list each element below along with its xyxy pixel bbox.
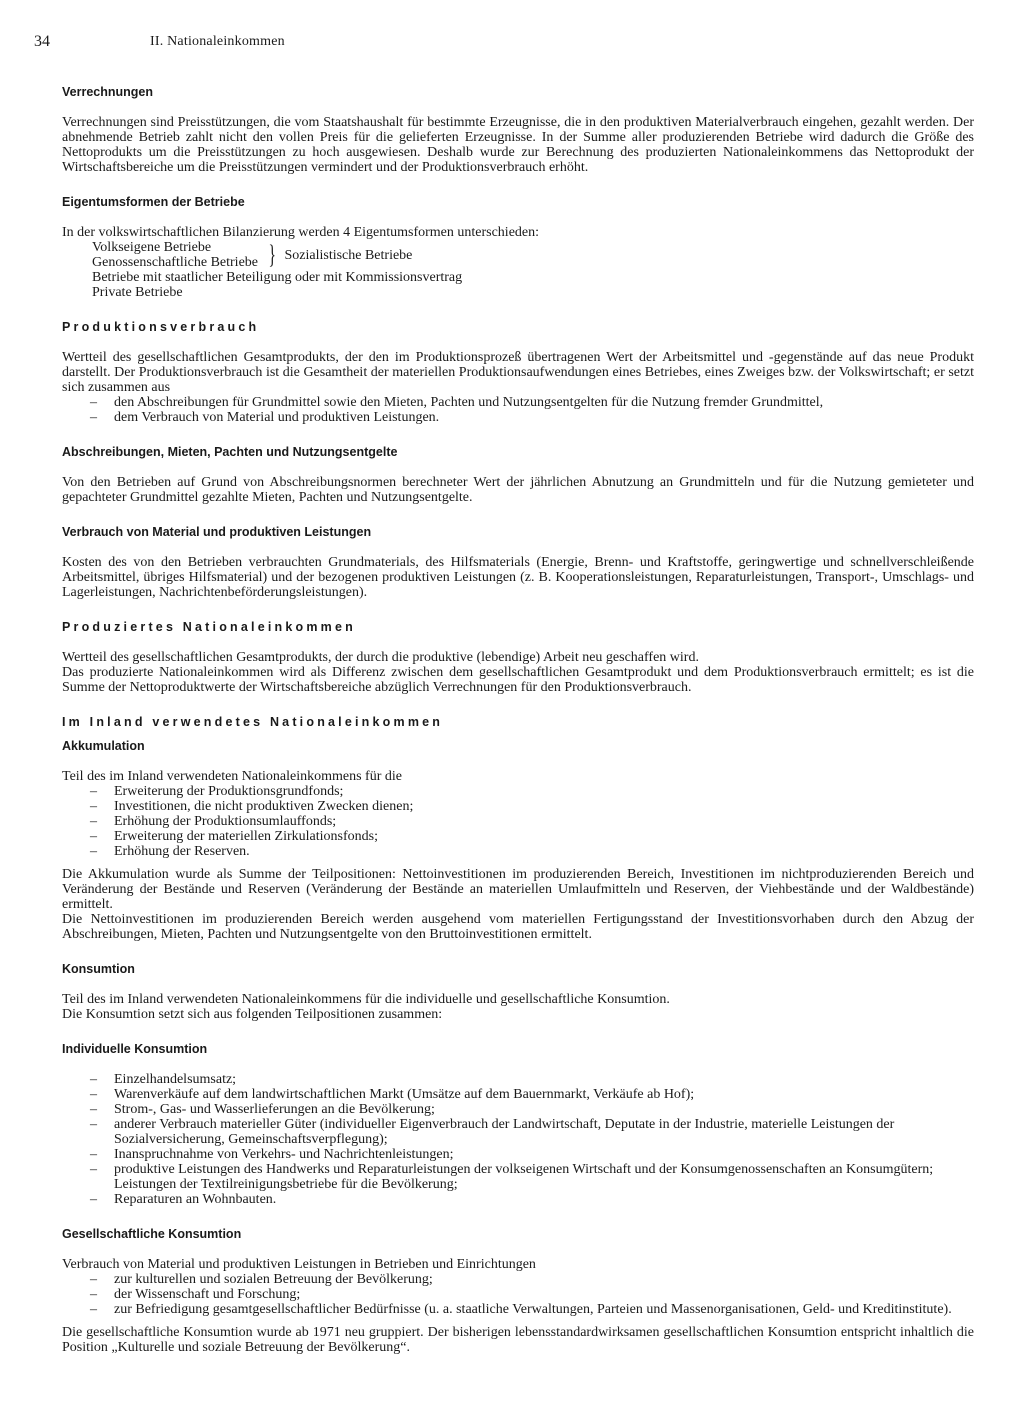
section-heading-eigentumsformen: Eigentumsformen der Betriebe xyxy=(62,195,245,209)
page-header xyxy=(34,33,974,53)
brace-label: Sozialistische Betriebe xyxy=(284,247,413,263)
subheading-konsumtion: Konsumtion xyxy=(62,962,135,976)
list-item: – Strom-, Gas- und Wasserlieferungen an die Bevölkerung; xyxy=(90,1102,974,1117)
section-heading-inland-ne: Im Inland verwendetes Nationaleinkommen xyxy=(62,715,444,729)
socialist-forms-group xyxy=(92,240,974,270)
list-item: – anderer Verbrauch materieller Güter (individueller Eigenverbrauch der Landwirtschaft, Deputate in der Industrie, materielle Leistungen der Sozialversicherung, Gemeinschaftsverpflegung); xyxy=(90,1117,974,1147)
document-page xyxy=(34,33,974,1355)
subheading-gesellschaftliche-konsumtion: Gesellschaftliche Konsumtion xyxy=(62,1227,242,1241)
paragraph-verrechnungen: Verrechnungen sind Preisstützungen, die vom Staatshaushalt für bestimmte Erzeugnisse, die in den produktiven Materialverbrauch eingehen, gezahlt werden. Der abnehmende Betrieb zahlt nicht den vollen Preis für die gelieferten Erzeugnisse. In der Summe aller produzierenden Betriebe wird dadurch die Größe des Nettoprodukts um die Preisstützungen zu hoch ausgewiesen. Deshalb wurde zur Berechnung des produzierten Nationaleinkommens das Nettoprodukt der Wirtschaftsbereiche um die Preisstützungen vermindert und der Produktionsverbrauch erhöht. xyxy=(62,115,974,175)
page-number: 34 xyxy=(34,33,50,50)
form-private: Private Betriebe xyxy=(92,285,183,300)
ownership-forms-list xyxy=(92,240,974,300)
list-item: – Erhöhung der Produktionsumlauffonds; xyxy=(90,814,974,829)
subheading-akkumulation: Akkumulation xyxy=(62,739,145,753)
list-item: – Reparaturen an Wohnbauten. xyxy=(90,1192,974,1207)
form-staatliche-beteiligung: Betriebe mit staatlicher Beteiligung oder mit Kommissionsvertrag xyxy=(92,270,463,285)
list-produktionsverbrauch xyxy=(62,395,974,425)
section-heading-abschreibungen: Abschreibungen, Mieten, Pachten und Nutzungsentgelte xyxy=(62,445,398,459)
paragraph-abschreibungen: Von den Betrieben auf Grund von Abschreibungsnormen berechneter Wert der jährlichen Abnutzung an Grundmitteln und für die Nutzung gemieteter und gepachteter Grundmittel gezahlte Mieten, Pachten und Nutzungsentgelte. xyxy=(62,475,974,505)
paragraph-gesellschaftliche-intro: Verbrauch von Material und produktiven Leistungen in Betrieben und Einrichtungen xyxy=(62,1257,536,1272)
section-heading-verbrauch-material: Verbrauch von Material und produktiven Leistungen xyxy=(62,525,372,539)
list-item: – dem Verbrauch von Material und produktiven Leistungen. xyxy=(90,410,974,425)
paragraph-verbrauch-material: Kosten des von den Betrieben verbrauchten Grundmaterials, des Hilfsmaterials (Energie, Brenn- und Kraftstoffe, geringwertige und schnellverschleißende Arbeitsmittel, übriges Hilfsmaterial) und der bezogenen produktiven Leistungen (z. B. Kooperationsleistungen, Reparaturleistungen, Transport-, Umschlags- und Lagerleistungen, Nachrichtenbeförderungsleistungen). xyxy=(62,555,974,600)
list-item: – Warenverkäufe auf dem landwirtschaftlichen Markt (Umsätze auf dem Bauernmarkt, Verkäufe ab Hof); xyxy=(90,1087,974,1102)
list-gesellschaftliche-konsumtion xyxy=(62,1272,974,1317)
form-genossenschaftliche: Genossenschaftliche Betriebe xyxy=(92,255,258,270)
form-volkseigene: Volkseigene Betriebe xyxy=(92,240,212,255)
paragraph-akkumulation-2: Die Nettoinvestitionen im produzierenden Bereich werden ausgehend vom materiellen Fertigungsstand der Investitionsvorhaben durch den Abzug der Abschreibungen, Mieten, Pachten und Nutzungsentgelte von den Bruttoinvestitionen ermittelt. xyxy=(62,912,974,942)
subheading-individuelle-konsumtion: Individuelle Konsumtion xyxy=(62,1042,208,1056)
list-item: – Investitionen, die nicht produktiven Zwecken dienen; xyxy=(90,799,974,814)
paragraph-produziertes-ne-1: Wertteil des gesellschaftlichen Gesamtprodukts, der durch die produktive (lebendige) Arbeit neu geschaffen wird. xyxy=(62,650,699,665)
paragraph-akkumulation-1: Die Akkumulation wurde als Summe der Teilpositionen: Nettoinvestitionen im produzierenden Bereich, Investitionen im nichtproduzierenden Bereich und Veränderung der Bestände und Reserven (Veränderung der Bestände an materiellen Umlaufmitteln und Reserven, der Viehbestände und der Waldbestände) ermittelt. xyxy=(62,867,974,912)
running-title: II. Nationaleinkommen xyxy=(150,34,285,49)
list-individuelle-konsumtion xyxy=(62,1072,974,1207)
paragraph-gesellschaftliche-closing: Die gesellschaftliche Konsumtion wurde ab 1971 neu gruppiert. Der bisherigen lebensstandardwirksamen gesellschaftlichen Konsumtion entspricht inhaltlich die Position „Kulturelle und soziale Betreuung der Bevölkerung“. xyxy=(62,1325,974,1355)
paragraph-produziertes-ne-2: Das produzierte Nationaleinkommen wird als Differenz zwischen dem gesellschaftlichen Gesamtprodukt und dem Produktionsverbrauch ermittelt; es ist die Summe der Nettoproduktwerte der Wirtschaftsbereiche abzüglich Verrechnungen für den Produktionsverbrauch. xyxy=(62,665,974,695)
list-item: – Einzelhandelsumsatz; xyxy=(90,1072,974,1087)
paragraph-akkumulation-intro: Teil des im Inland verwendeten Nationaleinkommens für die xyxy=(62,769,402,784)
list-item: – Erweiterung der materiellen Zirkulationsfonds; xyxy=(90,829,974,844)
list-item: – Erweiterung der Produktionsgrundfonds; xyxy=(90,784,974,799)
list-item: – zur Befriedigung gesamtgesellschaftlicher Bedürfnisse (u. a. staatliche Verwaltungen, Parteien und Massenorganisationen, Geld- und Kreditinstitute). xyxy=(90,1302,974,1317)
list-item: – den Abschreibungen für Grundmittel sowie den Mieten, Pachten und Nutzungsentgelten für die Nutzung fremder Grundmittel, xyxy=(90,395,974,410)
list-item: – Erhöhung der Reserven. xyxy=(90,844,974,859)
paragraph-produktionsverbrauch: Wertteil des gesellschaftlichen Gesamtprodukts, der den im Produktionsprozeß übertragenen Wert der Arbeitsmittel und -gegenstände auf das neue Produkt darstellt. Der Produktionsverbrauch ist die Gesamtheit der materiellen Produktionsaufwendungen eines Betriebes, eines Zweiges bzw. der Volkswirtschaft; er setzt sich zusammen aus xyxy=(62,350,974,395)
list-item: – der Wissenschaft und Forschung; xyxy=(90,1287,974,1302)
list-item: – Inanspruchnahme von Verkehrs- und Nachrichtenleistungen; xyxy=(90,1147,974,1162)
section-heading-verrechnungen: Verrechnungen xyxy=(62,85,153,99)
list-akkumulation xyxy=(62,784,974,859)
list-item: – produktive Leistungen des Handwerks und Reparaturleistungen der volkseigenen Wirtschaft und der Konsumgenossenschaften an Konsumgütern; Leistungen der Textilreinigungsbetriebe für die Bevölkerung; xyxy=(90,1162,974,1192)
paragraph-eigentum-intro: In der volkswirtschaftlichen Bilanzierung werden 4 Eigentumsformen unterschieden: xyxy=(62,225,540,240)
paragraph-konsumtion-2: Die Konsumtion setzt sich aus folgenden Teilpositionen zusammen: xyxy=(62,1007,443,1022)
list-item: – zur kulturellen und sozialen Betreuung der Bevölkerung; xyxy=(90,1272,974,1287)
paragraph-konsumtion-1: Teil des im Inland verwendeten Nationaleinkommens für die individuelle und gesellschaftliche Konsumtion. xyxy=(62,992,670,1007)
curly-brace-icon: } xyxy=(268,240,276,269)
section-heading-produziertes-ne: Produziertes Nationaleinkommen xyxy=(62,620,356,634)
section-heading-produktionsverbrauch: Produktionsverbrauch xyxy=(62,320,260,334)
